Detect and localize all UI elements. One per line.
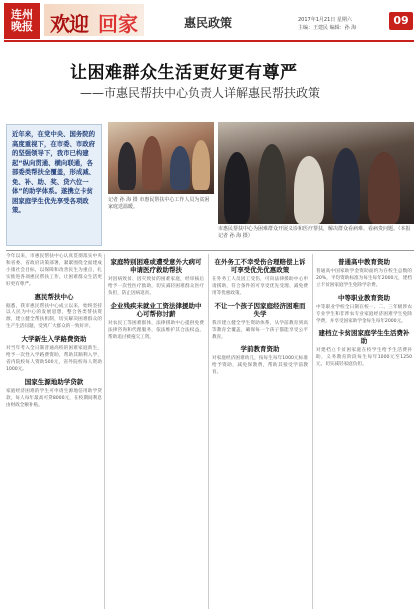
banner-text-welcome: 欢迎 bbox=[50, 12, 88, 36]
subsection-heading: 企业残疾未就业工资法律援助中心可帮你讨薪 bbox=[110, 301, 202, 318]
column-divider bbox=[208, 254, 209, 609]
body-paragraph: 对农民工等困难群体，法律援助中心提供免费法律咨询和代理服务，依法维护其合法权益，帮助追讨被拖欠工资。 bbox=[108, 320, 204, 340]
body-paragraph: 普通高中国家助学金资助面约为在校生总数的20%，平均资助标准为每生每年2000元，建档立卡贫困家庭学生免除学杂费。 bbox=[316, 269, 412, 288]
article-column-3 bbox=[212, 254, 308, 379]
lead-box bbox=[6, 124, 102, 246]
masthead bbox=[0, 0, 418, 44]
photo-person bbox=[294, 156, 324, 224]
subsection-heading: 惠民帮扶中心 bbox=[34, 292, 74, 301]
subsection-heading: 中等职业教育资助 bbox=[338, 293, 390, 302]
column-divider bbox=[104, 254, 105, 609]
lead-text: 近年来，在党中央、国务院的高度重视下，在市委、市政府的坚强领导下，我市已构建起“纵向贯通、横向联通，各部委类帮扶全覆盖，形成减、免、补、助、奖、贷六位一体”的助学体系。遂携立卡贫困家庭学生优先享受各项政策。 bbox=[12, 130, 96, 214]
logo-line-1: 连州 bbox=[11, 8, 33, 21]
header-rule bbox=[4, 40, 414, 42]
body-paragraph: 家庭经济困难的学生可申请生源地信用助学贷款，每人每年最高可贷8000元，在校期间利息由财政全额补贴。 bbox=[6, 388, 102, 408]
section-divider bbox=[6, 250, 414, 251]
sub-headline: ——市惠民帮扶中心负责人详解惠民帮扶政策 bbox=[80, 86, 321, 100]
body-paragraph: 对当年考入全日制普通高校的困难家庭新生，给予一次性入学路费资助，帮助其顺利入学，省内院校每人资助500元，省外院校每人资助1000元。 bbox=[6, 346, 102, 372]
body-paragraph: 据悉，我市惠民帮扶中心成立以来，始终坚持以人民为中心的发展思想，整合各类帮扶资源，建立健全帮扶机制，切实解决困难群众的生产生活问题，受到广大群众的一致好评。 bbox=[6, 303, 102, 330]
photo-person bbox=[192, 140, 210, 190]
body-paragraph: 对因病致贫、因灾致贫的困难家庭，经审核后给予一次性医疗救助，切实减轻困难群众医疗负担，防止因病返贫。 bbox=[108, 277, 204, 296]
welcome-banner bbox=[44, 4, 144, 36]
section-title: 惠民政策 bbox=[184, 16, 233, 30]
article-column-4 bbox=[316, 254, 412, 371]
news-photo-2 bbox=[218, 122, 414, 224]
photo-person bbox=[142, 136, 162, 190]
body-paragraph: 在外务工人员因工受伤，可向法律援助中心申请援助，符合条件的可享受优先受理、减免费用等优惠政策。 bbox=[212, 277, 308, 296]
photo-person bbox=[332, 148, 360, 224]
newspaper-logo bbox=[4, 3, 40, 39]
photo-person bbox=[170, 146, 190, 190]
column-divider bbox=[312, 254, 313, 609]
subsection-heading: 建档立卡贫困家庭学生生活费补助 bbox=[318, 329, 410, 346]
article-column-1 bbox=[6, 254, 102, 412]
subsection-heading: 大学新生入学路费资助 bbox=[21, 335, 87, 344]
body-paragraph: 我市建立健全学生资助体系，从学前教育到高等教育全覆盖，确保每一个孩子都能享受公平教育。 bbox=[212, 320, 308, 340]
banner-text-home: 回家 bbox=[98, 12, 138, 36]
body-paragraph: 对家庭经济困难幼儿，按每生每年1000元标准给予资助，减免保教费，帮助其接受学前教育。 bbox=[212, 356, 308, 376]
photo-1-caption: 记者 孙 海 摄 市惠民帮扶中心工作人员为贫困家庭送温暖。 bbox=[108, 197, 210, 210]
body-paragraph: 今年以来，市惠民帮扶中心认真贯彻落实中央和省委、省政府决策部署，紧紧围绕全面建成小康社会目标，以保障和改善民生为重点，扎实推进各项惠民帮扶工作，让困难群众生活更好更有尊严。 bbox=[6, 254, 102, 287]
subsection-heading: 国家生源地助学贷款 bbox=[24, 377, 84, 386]
photo-person bbox=[224, 152, 250, 224]
editor-credits: 主编：王建民 编辑：孙 海 bbox=[298, 25, 357, 31]
page-number-badge: 09 bbox=[389, 12, 413, 30]
logo-line-2: 晚报 bbox=[11, 20, 33, 33]
subsection-heading: 普通高中教育资助 bbox=[338, 258, 390, 266]
subsection-heading: 在外务工不幸受伤合理赔偿上诉可享受优先优惠政策 bbox=[214, 258, 306, 274]
photo-2-caption: 市惠民帮扶中心为困难群众开展义诊和医疗帮扶，解决群众看病难、看病贵问题。（本报记者 孙 海 摄） bbox=[218, 226, 411, 239]
subsection-heading: 不让一个孩子因家庭经济困难而失学 bbox=[214, 301, 306, 318]
issue-date: 2017年1月21日 星期六 bbox=[298, 17, 352, 23]
subsection-heading: 学前教育资助 bbox=[240, 345, 280, 354]
photo-person bbox=[258, 144, 286, 224]
main-headline: 让困难群众生活更好更有尊严 bbox=[70, 63, 298, 83]
news-photo-1 bbox=[108, 122, 214, 194]
body-paragraph: 中等职业学校全日制在校一、二、三年级涉农专业学生和非涉农专业家庭经济困难学生免除学费，并享受国家助学金每生每年2000元。 bbox=[316, 304, 412, 324]
subsection-heading: 家庭特别困难或遭受意外大病可申请医疗救助帮扶 bbox=[110, 258, 202, 274]
photo-person bbox=[118, 142, 136, 190]
photo-person bbox=[368, 152, 400, 224]
body-paragraph: 对建档立卡贫困家庭在校学生给予生活费补助，义务教育阶段每生每年1000元至1250元，切实减轻家庭负担。 bbox=[316, 348, 412, 368]
article-column-2 bbox=[108, 254, 204, 343]
